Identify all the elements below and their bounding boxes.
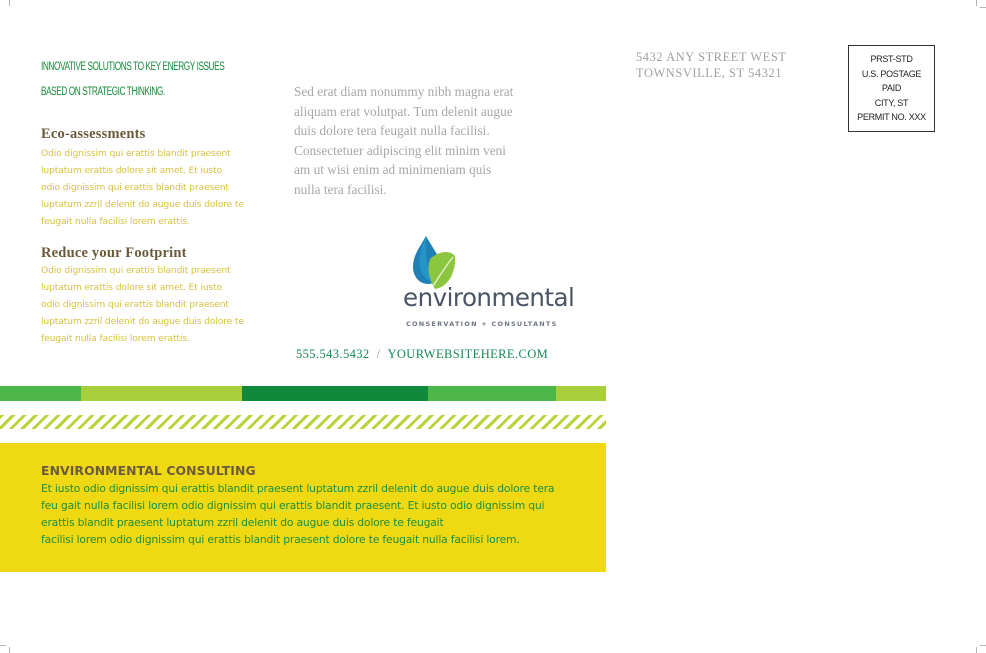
brand-subtitle: CONSERVATION + CONSULTANTS — [406, 320, 558, 328]
section-line: feugait nulla facilisi lorem erattis. — [41, 333, 190, 344]
section-line: feugait nulla facilisi lorem erattis. — [41, 216, 190, 227]
phone-number: 555.543.5432 — [296, 347, 370, 361]
tagline — [41, 55, 225, 105]
intro-line: nulla tera facilisi. — [294, 181, 387, 197]
crop-mark-bottom-left — [9, 647, 10, 653]
crop-mark-bottom-left-side — [0, 645, 6, 646]
stripe-segment-5 — [556, 386, 606, 401]
postage-line: CITY, ST — [874, 97, 909, 108]
section-line: luptatum erattis dolore sit amet. Et iusto — [41, 165, 222, 176]
contact-separator: / — [376, 347, 381, 361]
tagline-line-1: INNOVATIVE SOLUTIONS TO KEY ENERGY ISSUES — [41, 61, 225, 73]
banner-title: ENVIRONMENTAL CONSULTING — [41, 463, 256, 478]
section-title-eco-assessments: Eco-assessments — [41, 126, 146, 142]
banner-line: Et iusto odio dignissim qui erattis blandit praesent luptatum zzril delenit do augue duis dolore tera — [41, 482, 555, 495]
section-line: Odio dignissim qui erattis blandit praesent — [41, 265, 231, 276]
section-line: luptatum erattis dolore sit amet. Et iusto — [41, 282, 222, 293]
intro-line: Consectetuer adipiscing elit minim veni — [294, 142, 506, 158]
intro-paragraph — [294, 82, 584, 200]
return-address — [636, 49, 786, 81]
intro-line: Sed erat diam nonummy nibh magna erat — [294, 84, 514, 99]
intro-line: aliquam erat volutpat. Tum delenit augue — [294, 103, 513, 119]
section-title-reduce-footprint: Reduce your Footprint — [41, 245, 187, 261]
address-line-2: TOWNSVILLE, ST 54321 — [636, 66, 783, 80]
stripe-segment-2 — [81, 386, 242, 401]
section-line: odio dignissim qui erattis blandit praesent — [41, 182, 229, 193]
crop-mark-bottom-right — [976, 647, 977, 653]
postage-line: PERMIT NO. XXX — [857, 112, 926, 123]
intro-line: duis dolore tera feugait nulla facilisi. — [294, 123, 490, 139]
section-body-reduce-footprint — [41, 262, 261, 347]
section-line: luptatum zzril delenit do augue duis dolore te — [41, 316, 244, 327]
brand-name: environmental — [403, 283, 575, 312]
crop-mark-bottom-right-side — [980, 645, 986, 646]
banner-line: facilisi lorem odio dignissim qui erattis blandit praesent dolore te feugait nulla facilisi lorem. — [41, 533, 520, 546]
intro-line: am ut wisi enim ad minimeniam quis — [294, 162, 492, 178]
tagline-line-2: BASED ON STRATEGIC THINKING. — [41, 86, 165, 98]
crop-mark-top-left — [9, 0, 10, 6]
address-line-1: 5432 ANY STREET WEST — [636, 50, 787, 64]
banner-line: erattis blandit praesent luptatum zzril delenit do augue duis dolore te feugait — [41, 516, 444, 529]
section-line: luptatum zzril delenit do augue duis dolore te — [41, 199, 244, 210]
postage-line: U.S. POSTAGE — [861, 68, 922, 79]
postage-line: PRST-STD — [870, 54, 913, 65]
website-link[interactable]: YOURWEBSITEHERE.COM — [387, 347, 549, 361]
banner-body — [41, 480, 581, 548]
hatch-divider — [0, 415, 606, 429]
postage-indicia — [848, 45, 935, 132]
section-line: Odio dignissim qui erattis blandit praesent — [41, 148, 231, 159]
stripe-segment-4 — [428, 386, 556, 401]
stripe-segment-3 — [242, 386, 428, 401]
crop-mark-top-right-side — [980, 7, 986, 8]
contact-line — [296, 347, 548, 362]
section-body-eco-assessments — [41, 145, 261, 230]
banner-line: feu gait nulla facilisi lorem odio dignissim qui erattis blandit praesent. Et iusto odio dignissim qui — [41, 499, 545, 512]
stripe-segment-1 — [0, 386, 81, 401]
postage-line: PAID — [881, 83, 902, 94]
section-line: odio dignissim qui erattis blandit praesent — [41, 299, 229, 310]
crop-mark-top-right — [976, 0, 977, 6]
